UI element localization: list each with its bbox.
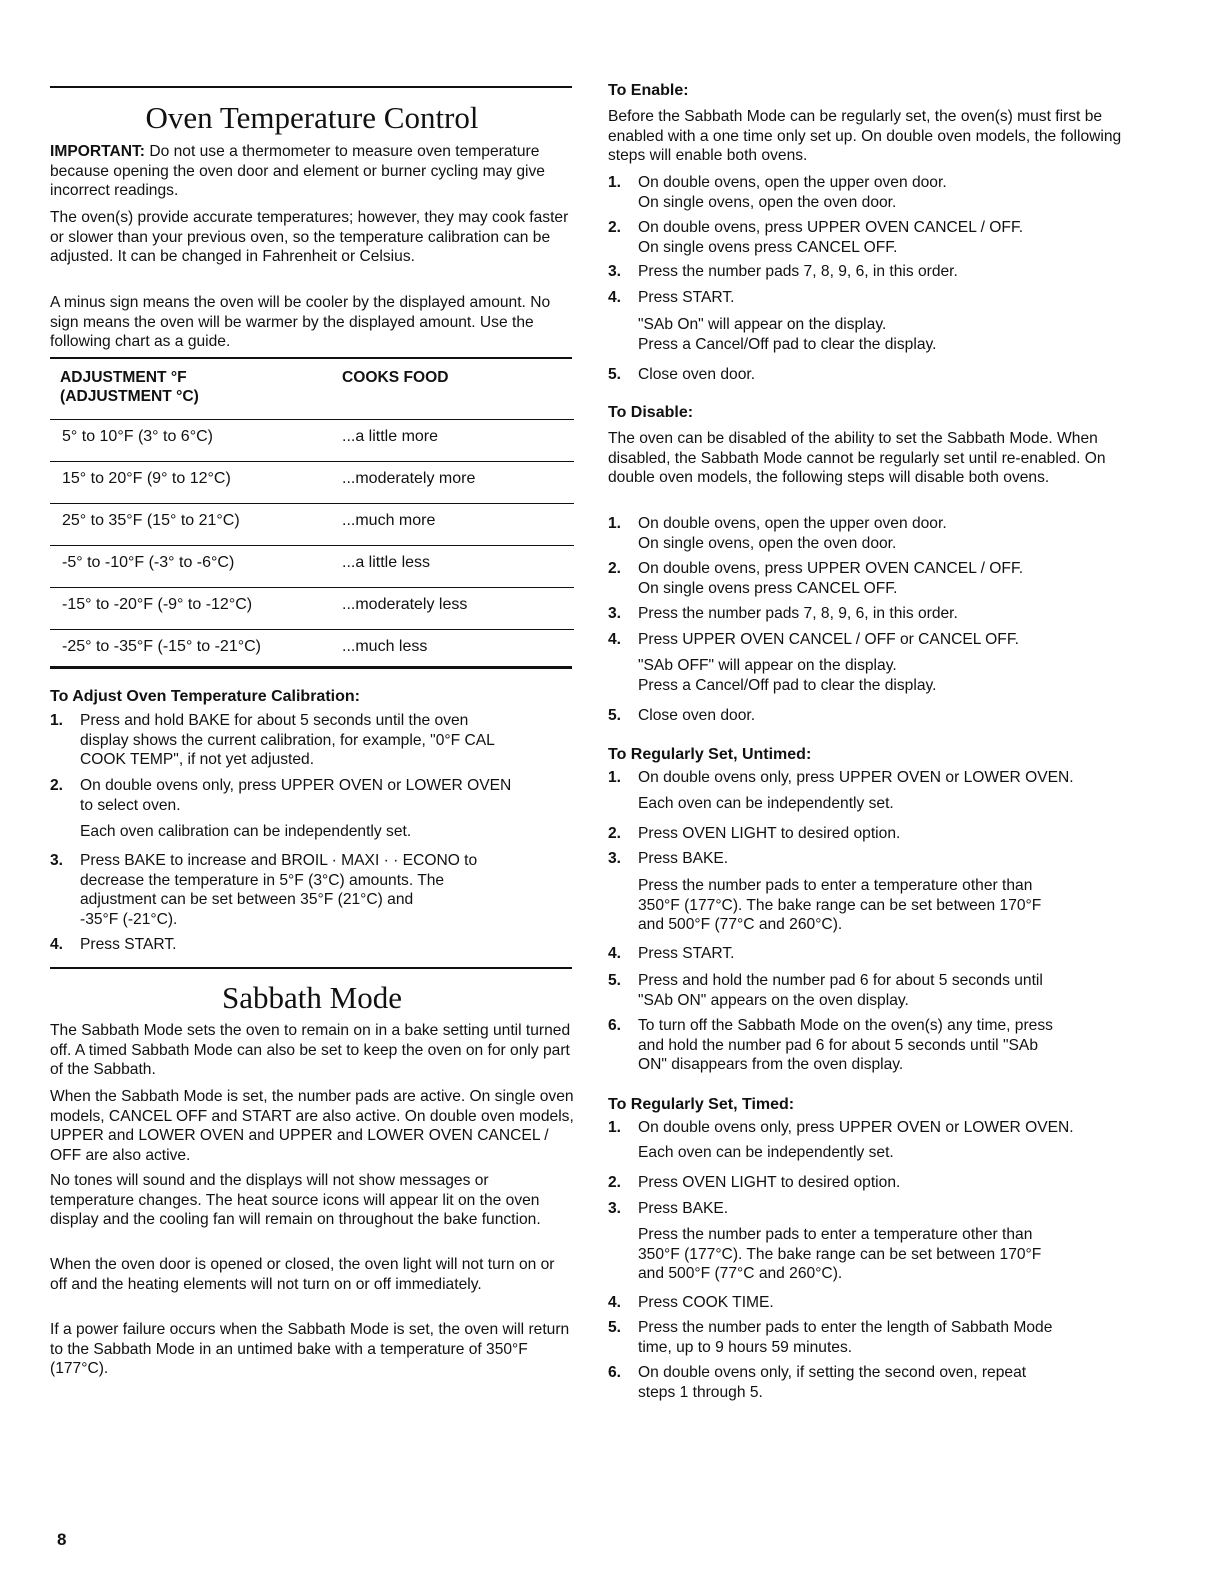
step-number: 5.: [608, 366, 622, 383]
step-note-line: Press the number pads to enter a temperature other than: [638, 877, 1033, 894]
step-line: Press BAKE.: [638, 1200, 729, 1217]
step-line: On double ovens only, press UPPER OVEN or LOWER OVEN.: [638, 1119, 1074, 1136]
step-line: To turn off the Sabbath Mode on the oven(s) any time, press: [638, 1017, 1053, 1034]
step-note-line: Press a Cancel/Off pad to clear the display.: [638, 676, 937, 694]
step-line: -35°F (-21°C).: [80, 910, 178, 928]
step-line: On double ovens, open the upper oven door.: [638, 515, 947, 532]
step-line: COOK TEMP", if not yet adjusted.: [80, 751, 315, 768]
list-item: [50, 851, 574, 929]
step-line: time, up to 9 hours 59 minutes.: [638, 1338, 853, 1356]
table-bottom-rule: [50, 666, 572, 669]
important-paragraph: [50, 142, 574, 201]
table-row: [50, 461, 574, 504]
step-line: steps 1 through 5.: [638, 1383, 763, 1401]
step-line: Press UPPER OVEN CANCEL / OFF or CANCEL OFF.: [638, 631, 1019, 648]
list-item: [608, 1293, 1128, 1313]
step-note-line: "SAb OFF" will appear on the display.: [638, 657, 897, 674]
header-adjustment-c: (ADJUSTMENT °C): [60, 388, 199, 405]
section-title-sabbath-mode: Sabbath Mode: [222, 980, 402, 1015]
step-line: On double ovens only, press UPPER OVEN or LOWER OVEN.: [638, 769, 1074, 786]
table-header-adjustment: [60, 368, 199, 406]
important-label: IMPORTANT:: [50, 143, 145, 160]
step-line: Press START.: [80, 936, 177, 953]
row-adjustment: 15° to 20°F (9° to 12°C): [62, 470, 231, 487]
important-text: Do not use a thermometer to measure oven temperature because opening the oven door and element or burner cycling may give incorrect readings.: [50, 143, 545, 199]
list-item: [608, 971, 1128, 1010]
enable-intro: Before the Sabbath Mode can be regularly set, the oven(s) must first be enabled with a one time only set up. On double oven models, the following steps will enable both ovens.: [608, 108, 1122, 164]
step-line: On double ovens only, if setting the second oven, repeat: [638, 1364, 1027, 1381]
step-line: decrease the temperature in 5°F (3°C) amounts. The: [80, 871, 445, 889]
row-cooks-food: ...moderately more: [342, 470, 476, 487]
step-line: Close oven door.: [638, 366, 756, 383]
step-number: 6.: [608, 1017, 622, 1034]
step-line: On single ovens, open the oven door.: [638, 193, 897, 211]
step-note-line: and 500°F (77°C and 260°C).: [638, 1265, 843, 1282]
step-line: On double ovens only, press UPPER OVEN or LOWER OVEN: [80, 777, 512, 794]
step-line: Press START.: [638, 945, 735, 962]
step-note-line: "SAb On" will appear on the display.: [638, 316, 887, 333]
table-row: [50, 419, 574, 462]
row-cooks-food: ...much less: [342, 638, 428, 655]
step-number: 1.: [608, 515, 622, 532]
step-number: 4.: [608, 631, 622, 648]
step-line: and hold the number pad 6 for about 5 seconds until "SAb: [638, 1036, 1038, 1054]
list-item: [608, 1199, 1128, 1219]
row-adjustment: 25° to 35°F (15° to 21°C): [62, 512, 240, 529]
step-line: Press the number pads to enter the length of Sabbath Mode: [638, 1319, 1053, 1336]
list-item: [608, 1363, 1128, 1402]
step-number: 3.: [608, 263, 622, 280]
section-rule: [50, 967, 572, 969]
step-number: 1.: [608, 1119, 622, 1136]
step-number: 6.: [608, 1364, 622, 1381]
list-item: [608, 1173, 1128, 1193]
step-note-line: 350°F (177°C). The bake range can be set between 170°F: [638, 896, 1042, 914]
calibration-heading: To Adjust Oven Temperature Calibration:: [50, 688, 360, 705]
enable-heading: To Enable:: [608, 82, 689, 99]
step-number: 2.: [50, 777, 64, 794]
step-line: Press the number pads 7, 8, 9, 6, in this order.: [638, 605, 958, 622]
step-line: "SAb ON" appears on the oven display.: [638, 991, 909, 1009]
row-cooks-food: ...a little less: [342, 554, 431, 571]
row-adjustment: 5° to 10°F (3° to 6°C): [62, 428, 213, 445]
step-note-line: Press the number pads to enter a temperature other than: [638, 1226, 1033, 1243]
step-line: On single ovens, open the oven door.: [638, 534, 897, 552]
list-item: [608, 630, 1128, 650]
step-note: Each oven can be independently set.: [638, 1144, 894, 1161]
step-note: [638, 876, 1128, 935]
step-line: On double ovens, press UPPER OVEN CANCEL / OFF.: [638, 560, 1024, 577]
step-line: On single ovens press CANCEL OFF.: [638, 238, 898, 256]
disable-heading: To Disable:: [608, 404, 694, 421]
step-note: Each oven calibration can be independently set.: [80, 823, 412, 840]
step-line: On single ovens press CANCEL OFF.: [638, 579, 898, 597]
row-adjustment: -15° to -20°F (-9° to -12°C): [62, 596, 253, 613]
step-number: 3.: [608, 850, 622, 867]
step-note-line: 350°F (177°C). The bake range can be set between 170°F: [638, 1245, 1042, 1263]
step-line: Press BAKE.: [638, 850, 729, 867]
step-line: Press BAKE to increase and BROIL · MAXI · · ECONO to: [80, 852, 478, 869]
table-row: [50, 503, 574, 546]
list-item: [608, 514, 1128, 553]
step-number: 5.: [608, 972, 622, 989]
step-note: [638, 315, 1128, 354]
list-item: [608, 604, 1128, 624]
sabbath-paragraph: If a power failure occurs when the Sabbath Mode is set, the oven will return to the Sabbath Mode in an untimed bake with a temperature of 350°F (177°C).: [50, 1321, 570, 1377]
row-cooks-food: ...moderately less: [342, 596, 468, 613]
timed-heading: To Regularly Set, Timed:: [608, 1096, 795, 1113]
list-item: [608, 706, 1128, 726]
untimed-heading: To Regularly Set, Untimed:: [608, 746, 812, 763]
table-row: [50, 629, 574, 668]
row-cooks-food: ...much more: [342, 512, 436, 529]
step-number: 2.: [608, 825, 622, 842]
list-item: [608, 768, 1128, 788]
step-line: Press and hold the number pad 6 for about 5 seconds until: [638, 972, 1043, 989]
list-item: [608, 1016, 1128, 1075]
disable-intro: The oven can be disabled of the ability to set the Sabbath Mode. When disabled, the Sabbath Mode cannot be regularly set until re-enabled. On double oven models, the following steps will disable both ovens.: [608, 430, 1106, 486]
step-line: On double ovens, press UPPER OVEN CANCEL / OFF.: [638, 219, 1024, 236]
step-line: display shows the current calibration, for example, "0°F CAL: [80, 731, 495, 749]
list-item: [608, 559, 1128, 598]
step-number: 2.: [608, 1174, 622, 1191]
step-number: 5.: [608, 1319, 622, 1336]
step-number: 1.: [608, 769, 622, 786]
row-adjustment: -5° to -10°F (-3° to -6°C): [62, 554, 235, 571]
step-note: Each oven can be independently set.: [638, 795, 894, 812]
table-row: [50, 545, 574, 588]
table-top-rule: [50, 357, 572, 359]
list-item: [608, 849, 1128, 869]
list-item: [50, 935, 574, 955]
step-line: Press OVEN LIGHT to desired option.: [638, 825, 901, 842]
step-line: Press the number pads 7, 8, 9, 6, in this order.: [638, 263, 958, 280]
table-header-cooks-food: COOKS FOOD: [342, 369, 449, 386]
step-number: 2.: [608, 219, 622, 236]
page-number: 8: [57, 1530, 67, 1549]
sabbath-paragraph: When the Sabbath Mode is set, the number pads are active. On single oven models, CANCEL OFF and START are also active. On double oven models, UPPER and LOWER OVEN and UPPER and LOWER OVEN CANCEL / OFF are also active.: [50, 1088, 574, 1164]
list-item: [608, 1318, 1128, 1357]
step-number: 1.: [608, 174, 622, 191]
calibration-paragraph: The oven(s) provide accurate temperatures; however, they may cook faster or slower than your previous oven, so the temperature calibration can be adjusted. It can be changed in Fahrenheit or Celsius.: [50, 209, 569, 265]
section-title-oven-temperature: Oven Temperature Control: [145, 100, 479, 135]
header-adjustment-f: ADJUSTMENT °F: [60, 369, 187, 386]
table-row: [50, 587, 574, 630]
step-note-line: Press a Cancel/Off pad to clear the display.: [638, 335, 937, 353]
step-line: Press OVEN LIGHT to desired option.: [638, 1174, 901, 1191]
row-cooks-food: ...a little more: [342, 428, 439, 445]
step-number: 1.: [50, 712, 64, 729]
step-line: Close oven door.: [638, 707, 756, 724]
step-number: 3.: [608, 605, 622, 622]
sabbath-paragraph: No tones will sound and the displays will not show messages or temperature changes. The heat source icons will appear lit on the oven display and the cooling fan will remain on throughout the bake function.: [50, 1172, 541, 1228]
step-line: Press and hold BAKE for about 5 seconds until the oven: [80, 712, 469, 729]
step-line: adjustment can be set between 35°F (21°C) and: [80, 891, 414, 908]
list-item: [608, 824, 1128, 844]
list-item: [608, 262, 1128, 282]
step-number: 3.: [608, 1200, 622, 1217]
list-item: [50, 776, 574, 815]
step-number: 4.: [608, 289, 622, 306]
step-number: 4.: [608, 1294, 622, 1311]
top-rule: [50, 86, 572, 88]
sabbath-paragraph: The Sabbath Mode sets the oven to remain on in a bake setting until turned off. A timed Sabbath Mode can also be set to keep the oven on for only part of the Sabbath.: [50, 1022, 571, 1078]
list-item: [608, 1118, 1128, 1138]
list-item: [608, 288, 1128, 308]
step-note: [638, 656, 1128, 695]
step-number: 4.: [50, 936, 64, 953]
step-number: 5.: [608, 707, 622, 724]
list-item: [608, 365, 1128, 385]
list-item: [608, 173, 1128, 212]
row-adjustment: -25° to -35°F (-15° to -21°C): [62, 638, 261, 655]
step-number: 3.: [50, 852, 64, 869]
step-number: 4.: [608, 945, 622, 962]
list-item: [608, 944, 1128, 964]
list-item: [608, 218, 1128, 257]
step-line: On double ovens, open the upper oven door.: [638, 174, 947, 191]
step-line: ON" disappears from the oven display.: [638, 1056, 904, 1073]
list-item: [50, 711, 574, 770]
step-note-line: and 500°F (77°C and 260°C).: [638, 916, 843, 933]
step-line: to select oven.: [80, 796, 181, 814]
step-line: Press COOK TIME.: [638, 1294, 774, 1311]
step-number: 2.: [608, 560, 622, 577]
sabbath-paragraph: When the oven door is opened or closed, the oven light will not turn on or off and the heating elements will not turn on or off immediately.: [50, 1256, 555, 1293]
minus-sign-paragraph: A minus sign means the oven will be cooler by the displayed amount. No sign means the oven will be warmer by the displayed amount. Use the following chart as a guide.: [50, 294, 551, 350]
step-note: [638, 1225, 1128, 1284]
step-line: Press START.: [638, 289, 735, 306]
